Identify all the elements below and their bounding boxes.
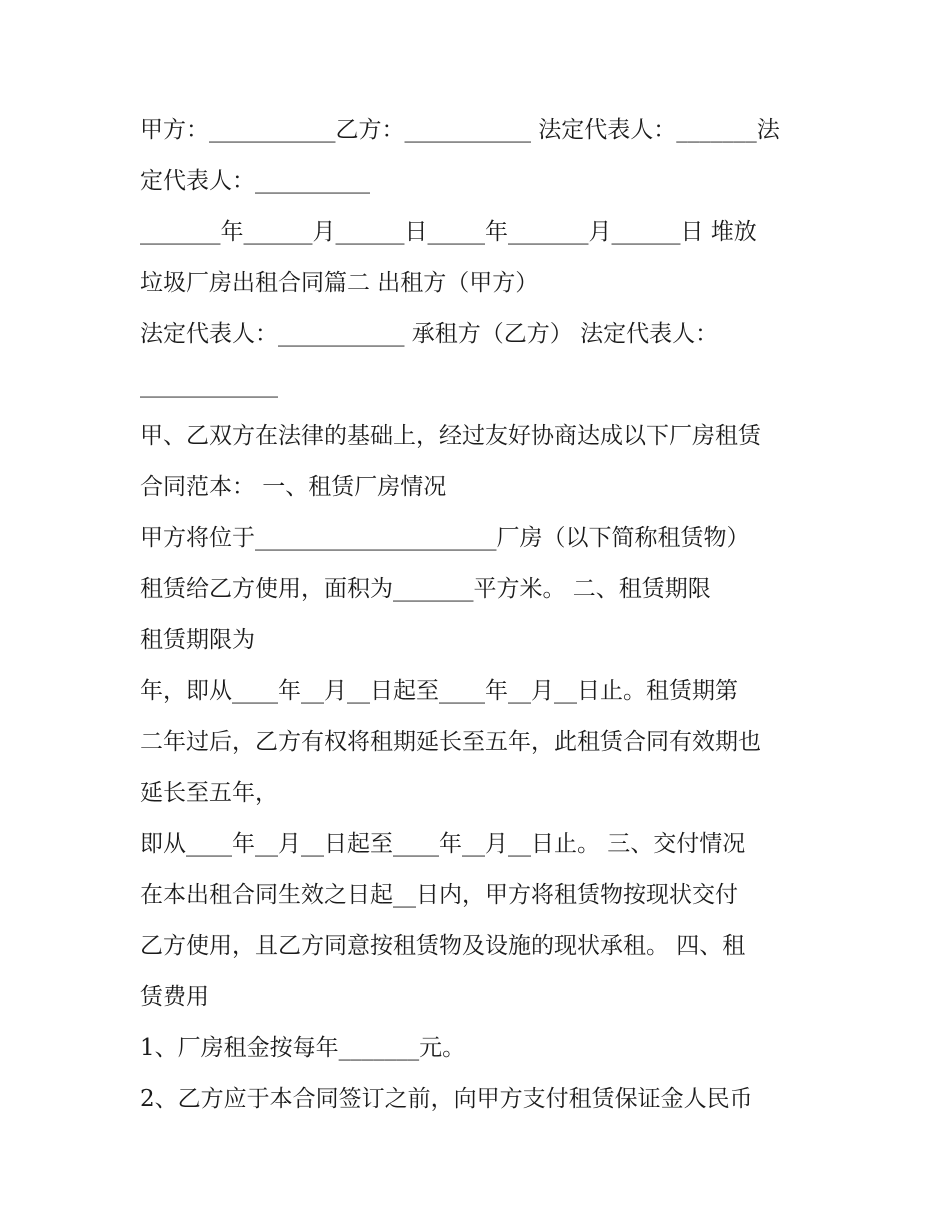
text-line: 租赁期限为 <box>140 627 255 653</box>
text-line: 年，即从____年__月__日起至____年__月__日止。租赁期第 <box>140 678 738 704</box>
text-line: 2、乙方应于本合同签订之前，向甲方支付租赁保证金人民币 <box>140 1086 753 1112</box>
text-line: 乙方使用，且乙方同意按租赁物及设施的现状承租。 四、租 <box>140 933 746 959</box>
text-line: 甲方将位于_____________________厂房（以下简称租赁物） <box>140 525 750 551</box>
text-line: 甲、乙双方在法律的基础上，经过友好协商达成以下厂房租赁 <box>140 423 761 449</box>
text-line: 1、厂房租金按每年_______元。 <box>140 1035 466 1061</box>
text-line: ____________ <box>140 372 278 398</box>
text-line: 法定代表人：___________ 承租方（乙方） 法定代表人： <box>140 321 719 347</box>
text-line: 租赁给乙方使用，面积为_______平方米。 二、租赁期限 <box>140 576 711 602</box>
text-line: 在本出租合同生效之日起__日内，甲方将租赁物按现状交付 <box>140 882 738 908</box>
text-line: 定代表人：__________ <box>140 168 370 194</box>
text-line: 即从____年__月__日起至____年__月__日止。 三、交付情况 <box>140 831 746 857</box>
text-line: 垃圾厂房出租合同篇二 出租方（甲方） <box>140 270 539 296</box>
text-line: 合同范本： 一、租赁厂房情况 <box>140 474 447 500</box>
text-line: 赁费用 <box>140 984 209 1010</box>
contract-text <box>140 107 820 1127</box>
text-line: 二年过后，乙方有权将租期延长至五年，此租赁合同有效期也 <box>140 729 761 755</box>
text-line: _______年______月______日_____年_______月______日 堆放 <box>140 219 757 245</box>
text-line: 延长至五年， <box>140 780 278 806</box>
text-line: 甲方：___________乙方：___________ 法定代表人：_______法 <box>140 117 780 143</box>
